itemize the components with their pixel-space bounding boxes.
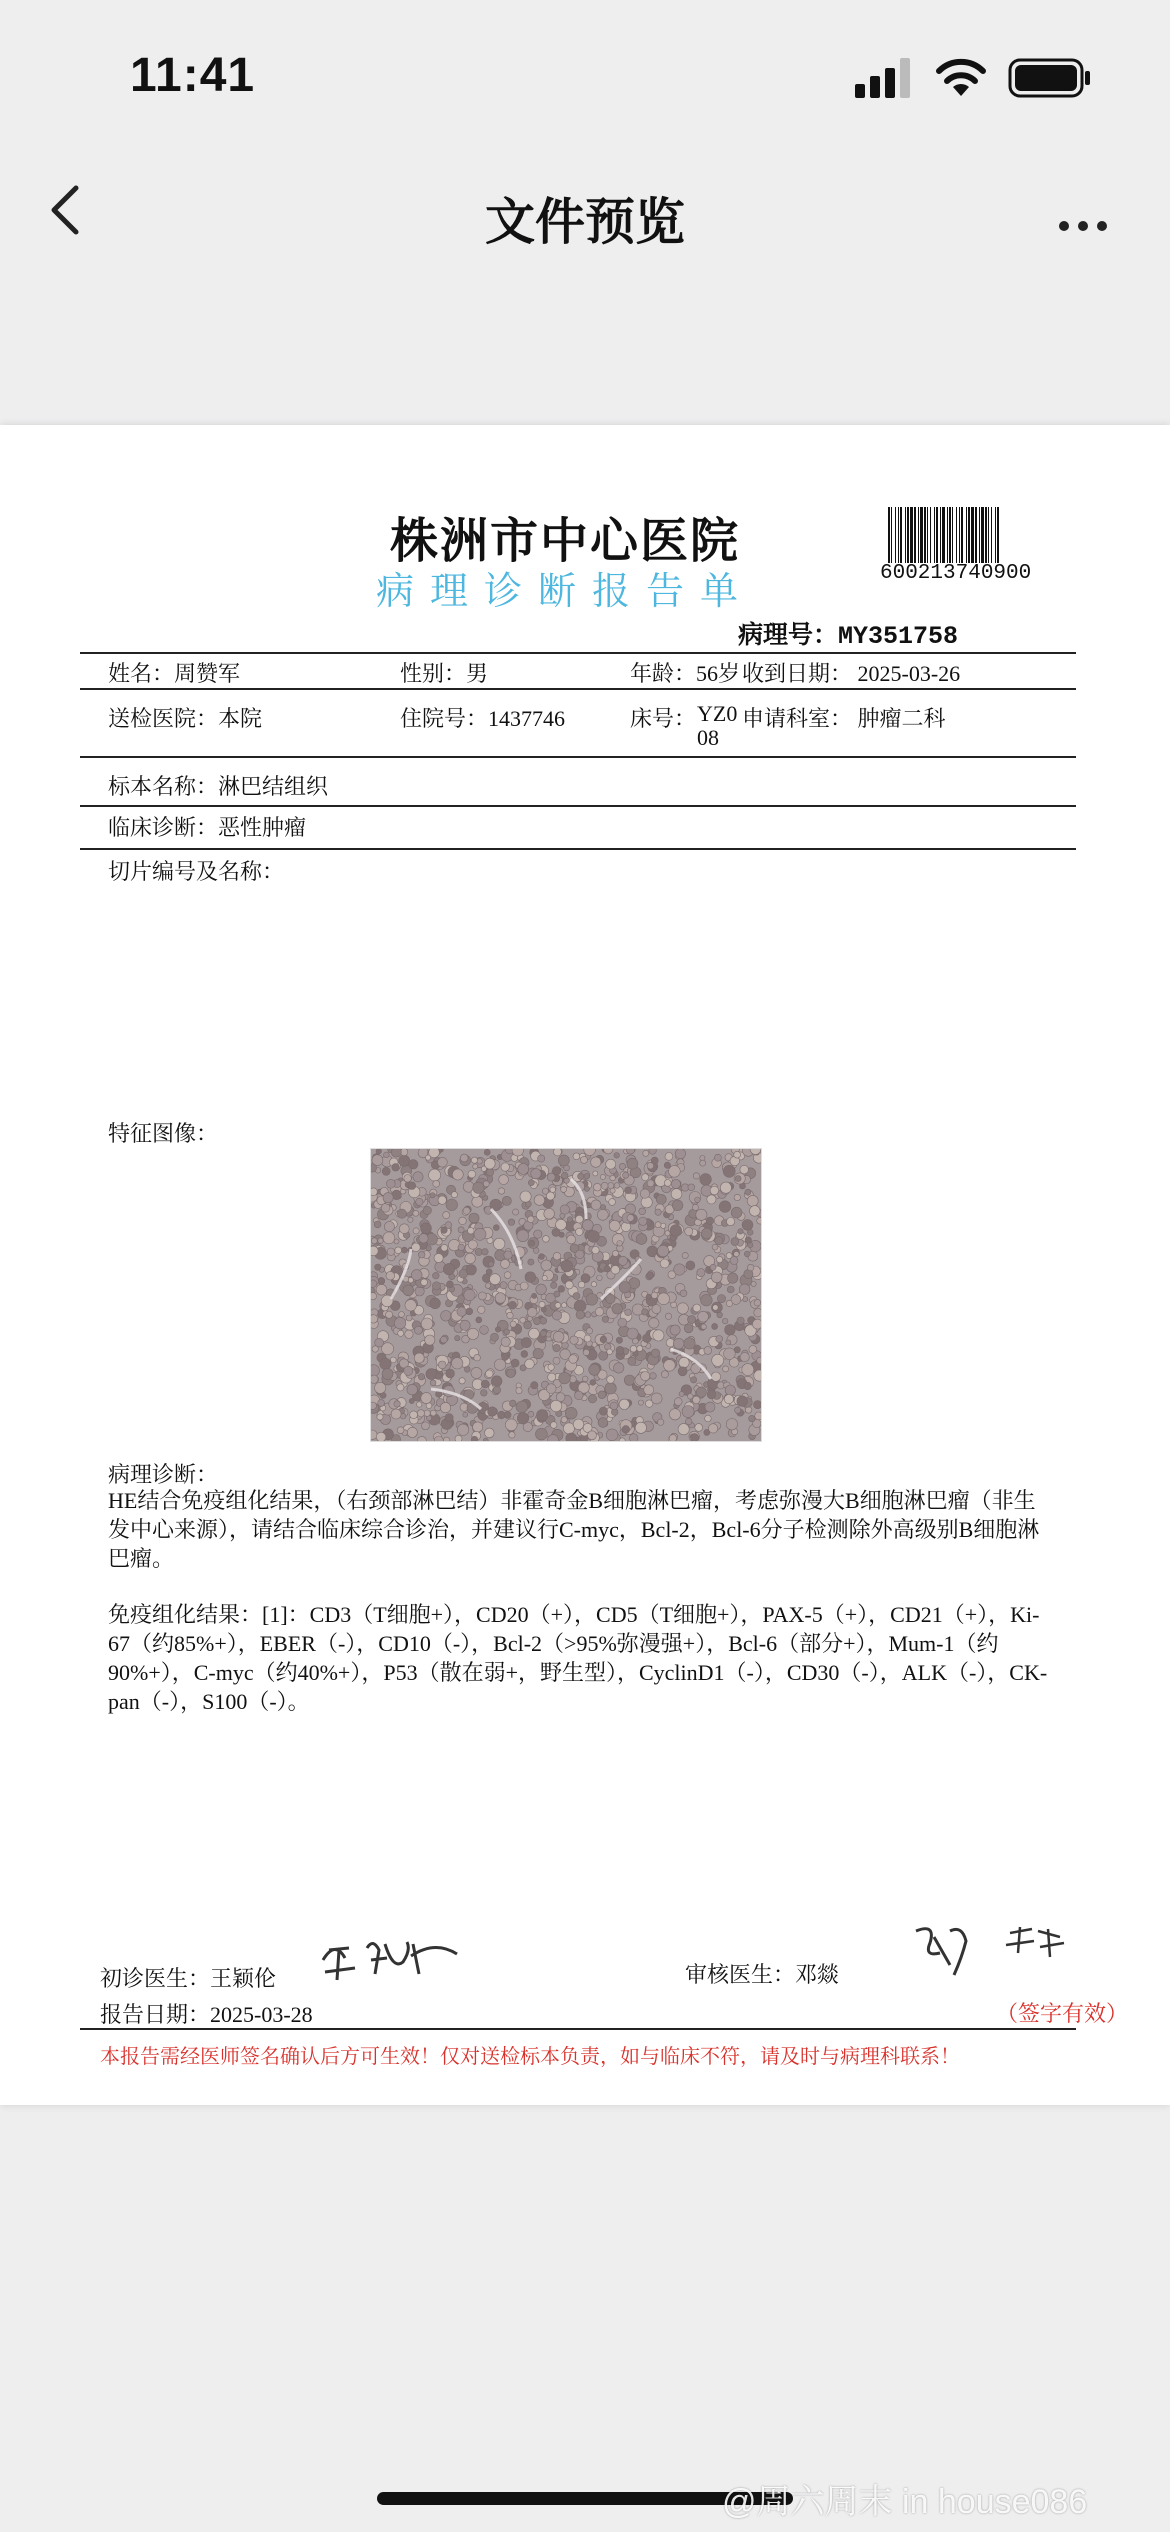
divider (80, 848, 1076, 850)
requesting-department: 申请科室： 肿瘤二科 (742, 706, 946, 731)
specimen-name: 标本名称：淋巴结组织 (108, 774, 329, 799)
report-title: 病理诊断报告单 (375, 571, 754, 613)
pathology-number-label: 病理号： (738, 622, 839, 649)
bed-label: 床号： (630, 706, 697, 731)
battery-icon (1008, 58, 1092, 98)
patient-gender: 性别：男 (400, 661, 489, 686)
micrograph-image (370, 1148, 762, 1442)
signature-valid-note: （签字有效） (996, 2001, 1129, 2026)
barcode-number: 600213740900 (880, 562, 1032, 585)
pathology-number (738, 615, 958, 651)
status-time: 11:41 (130, 49, 256, 102)
more-button[interactable] (1050, 180, 1130, 240)
status-bar (0, 0, 1170, 150)
received-date: 收到日期： 2025-03-26 (742, 661, 961, 686)
pathology-number-value: MY351758 (838, 622, 959, 651)
divider (80, 805, 1076, 807)
diagnosis-text: HE结合免疫组化结果，（右颈部淋巴结）非霍奇金B细胞淋巴瘤，考虑弥漫大B细胞淋巴瘤（非生发中心来源），请结合临床综合诊治，并建议行C-myc，Bcl-2，Bcl-6分子检测除外高级别B细胞淋巴瘤。 (108, 1488, 1040, 1571)
document-preview[interactable] (0, 425, 1170, 2105)
admission-number: 住院号：1437746 (400, 706, 566, 731)
reviewing-doctor: 审核医生：邓燚 (685, 1962, 840, 1987)
hospital-name: 株洲市中心医院 (389, 515, 740, 568)
report-date: 报告日期：2025-03-28 (100, 2002, 313, 2027)
page-title: 文件预览 (485, 194, 685, 250)
sending-hospital: 送检医院：本院 (108, 706, 263, 731)
bed-number: YZ008 (697, 701, 738, 750)
ellipsis-icon (1050, 180, 1130, 240)
patient-age: 年龄：56岁 (630, 661, 741, 686)
disclaimer-notice: 本报告需经医师签名确认后方可生效！仅对送检标本负责，如与临床不符，请及时与病理科联系！ (100, 2046, 960, 2068)
divider (80, 2028, 1076, 2030)
nav-bar (0, 160, 1170, 260)
divider (80, 652, 1076, 654)
divider (80, 756, 1076, 758)
barcode (888, 507, 1000, 563)
initial-doctor: 初诊医生：王颖伦 (100, 1966, 277, 1991)
doctor-signature (315, 1920, 465, 1990)
slide-label: 切片编号及名称： (108, 859, 285, 884)
diagnosis-label: 病理诊断： (108, 1462, 219, 1487)
divider (80, 688, 1076, 690)
reviewer-signature (910, 1917, 1070, 1987)
cellular-signal-icon (855, 58, 911, 98)
ihc-results: 免疫组化结果：[1]：CD3（T细胞+），CD20（+），CD5（T细胞+），PAX-5（+），CD21（+），Ki-67（约85%+），EBER（-），CD10（-），Bcl-2（>95%弥漫强+），Bcl-6（部分+），Mum-1（约90%+），C-myc（约40%+），P53（散在弱+，野生型），CyclinD1（-），CD30（-），ALK（-），CK-pan（-），S100（-）。 (108, 1602, 1048, 1714)
wifi-icon (935, 56, 987, 98)
patient-name: 姓名：周赞军 (108, 661, 241, 686)
clinical-diagnosis: 临床诊断：恶性肿瘤 (108, 815, 307, 840)
watermark: @周六周末 in house086 (722, 2483, 1088, 2521)
feature-image-label: 特征图像： (108, 1121, 219, 1146)
